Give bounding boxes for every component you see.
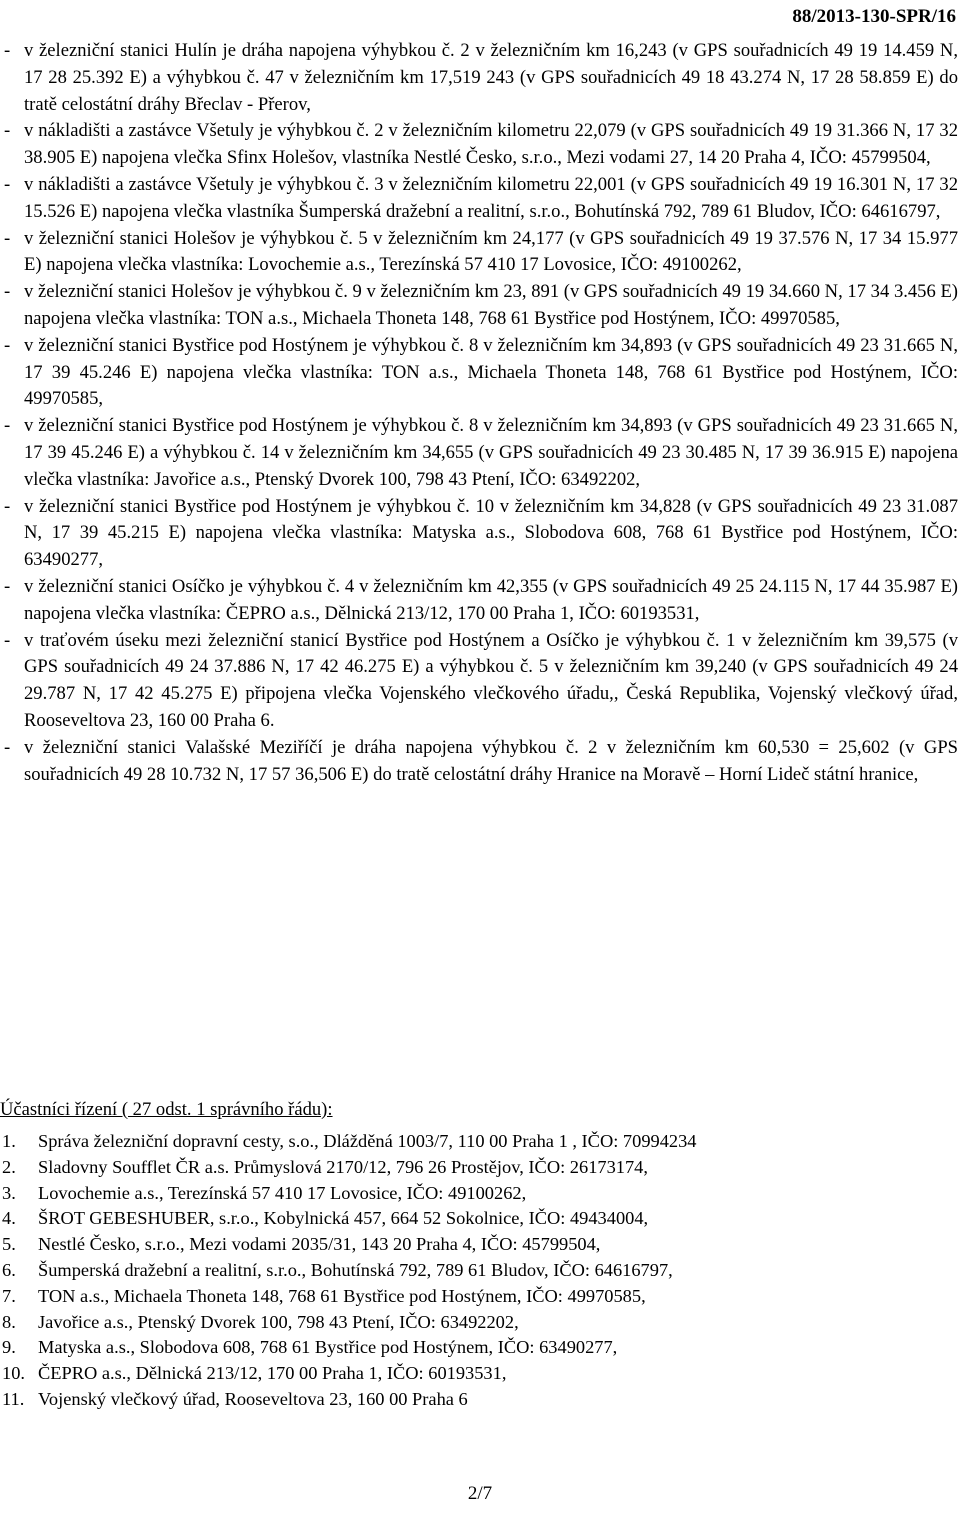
list-item-text: v železniční stanici Bystřice pod Hostýnem je výhybkou č. 10 v železničním km 34,828 (v GPS souřadnicích 49 23 31.087 N, 17 39 45.215 E) napojena vlečka vlastníka: Matyska a.s., Slobodova 608, 768 61 Bystřice pod Hostýnem, IČO: 63490277,	[24, 495, 958, 571]
list-item-text: v železniční stanici Holešov je výhybkou č. 5 v železničním km 24,177 (v GPS souřadnicích 49 19 37.576 N, 17 34 15.977 E) napojena vlečka vlastníka: Lovochemie a.s., Terezínská 57 410 17 Lovosice, IČO: 49100262,	[24, 227, 958, 276]
list-item-text: v železniční stanici Osíčko je výhybkou č. 4 v železničním km 42,355 (v GPS souřadnicích 49 25 24.115 N, 17 44 35.987 E) napojena vlečka vlastníka: ČEPRO a.s., Dělnická 213/12, 170 00 Praha 1, IČO: 60193531,	[24, 575, 958, 624]
participant-item	[0, 1335, 697, 1361]
list-dash: -	[4, 281, 11, 303]
participant-item	[0, 1155, 697, 1181]
list-dash: -	[4, 629, 11, 651]
participant-number: 11.	[2, 1388, 25, 1409]
page-number: 2/7	[467, 1483, 493, 1504]
list-item-text: v železniční stanici Valašské Meziříčí je dráha napojena výhybkou č. 2 v železničním km 60,530 = 25,602 (v GPS souřadnicích 49 28 10.732 N, 17 57 36,506 E) do tratě celostátní dráhy Hranice na Moravě – Horní Lideč státní hranice,	[24, 736, 958, 785]
participant-text: ŠROT GEBESHUBER, s.r.o., Kobylnická 457, 664 52 Sokolnice, IČO: 49434004,	[38, 1208, 649, 1229]
participant-number: 6.	[2, 1259, 16, 1280]
participant-item	[0, 1284, 697, 1310]
participant-text: Javořice a.s., Ptenský Dvorek 100, 798 43 Ptení, IČO: 63492202,	[38, 1311, 519, 1332]
participant-number: 8.	[2, 1311, 16, 1332]
participant-text: Vojenský vlečkový úřad, Rooseveltova 23, 160 00 Praha 6	[38, 1388, 468, 1409]
list-item-text: v nákladišti a zastávce Všetuly je výhybkou č. 2 v železničním kilometru 22,079 (v GPS souřadnicích 49 19 31.366 N, 17 32 38.905 E) napojena vlečka Sfinx Holešov, vlastníka Nestlé Česko, s.r.o., Mezi vodami 27, 14 20 Praha 4, IČO: 45799504,	[24, 120, 958, 169]
participant-text: Šumperská dražební a realitní, s.r.o., Bohutínská 792, 789 61 Bludov, IČO: 64616797,	[38, 1259, 673, 1280]
list-dash: -	[4, 736, 11, 758]
document-reference-number: 88/2013-130-SPR/16	[792, 6, 956, 27]
list-dash: -	[4, 120, 11, 142]
list-item-text: v nákladišti a zastávce Všetuly je výhybkou č. 3 v železničním kilometru 22,001 (v GPS souřadnicích 49 19 16.301 N, 17 32 15.526 E) napojena vlečka vlastníka Šumperská dražební a realitní, s.r.o., Bohutínská 792, 789 61 Bludov, IČO: 64616797,	[24, 173, 958, 222]
list-item	[0, 413, 958, 493]
list-item	[0, 333, 958, 413]
participant-text: Správa železniční dopravní cesty, s.o., Dlážděná 1003/7, 110 00 Praha 1 , IČO: 70994234	[38, 1131, 697, 1151]
participant-number: 5.	[2, 1234, 16, 1255]
list-dash: -	[4, 495, 11, 517]
participant-text: Lovochemie a.s., Terezínská 57 410 17 Lovosice, IČO: 49100262,	[38, 1182, 527, 1203]
list-item	[0, 494, 958, 574]
participants-list	[0, 1129, 697, 1413]
list-dash: -	[4, 334, 11, 356]
participant-item	[0, 1361, 697, 1387]
list-item-text: v železniční stanici Bystřice pod Hostýnem je výhybkou č. 8 v železničním km 34,893 (v GPS souřadnicích 49 23 31.665 N, 17 39 45.246 E) napojena vlečka vlastníka: TON a.s., Michaela Thoneta 148, 768 61 Bystřice pod Hostýnem, IČO: 49970585,	[24, 334, 958, 410]
participant-text: Matyska a.s., Slobodova 608, 768 61 Bystřice pod Hostýnem, IČO: 63490277,	[38, 1337, 618, 1358]
participant-item	[0, 1258, 697, 1284]
list-dash: -	[4, 227, 11, 249]
list-item	[0, 226, 958, 280]
participant-item	[0, 1181, 697, 1207]
list-item-text: v železniční stanici Holešov je výhybkou č. 9 v železničním km 23, 891 (v GPS souřadnicích 49 19 34.660 N, 17 34 3.456 E) napojena vlečka vlastníka: TON a.s., Michaela Thoneta 148, 768 61 Bystřice pod Hostýnem, IČO: 49970585,	[24, 281, 958, 329]
participant-number: 3.	[2, 1182, 16, 1203]
participant-item	[0, 1387, 697, 1413]
list-dash: -	[4, 415, 11, 437]
list-item	[0, 172, 958, 226]
participant-number: 9.	[2, 1337, 16, 1358]
siding-connections-list	[0, 38, 958, 788]
participant-number: 10.	[2, 1363, 25, 1384]
participant-number: 2.	[2, 1156, 16, 1177]
participant-item	[0, 1206, 697, 1232]
participant-text: TON a.s., Michaela Thoneta 148, 768 61 Bystřice pod Hostýnem, IČO: 49970585,	[38, 1285, 646, 1306]
list-item	[0, 38, 958, 118]
list-item	[0, 628, 958, 735]
participant-text: Nestlé Česko, s.r.o., Mezi vodami 2035/31, 143 20 Praha 4, IČO: 45799504,	[38, 1234, 601, 1255]
list-item-text: v železniční stanici Bystřice pod Hostýnem je výhybkou č. 8 v železničním km 34,893 (v GPS souřadnicích 49 23 31.665 N, 17 39 45.246 E) a výhybkou č. 14 v železničním km 34,655 (v GPS souřadnicích 49 23 30.485 N, 17 39 36.915 E) napojena vlečka vlastníka: Javořice a.s., Ptenský Dvorek 100, 798 43 Ptení, IČO: 63492202,	[24, 415, 958, 490]
list-item	[0, 279, 958, 333]
list-dash: -	[4, 575, 11, 597]
list-dash: -	[4, 173, 11, 195]
list-item	[0, 735, 958, 789]
participant-number: 7.	[2, 1285, 16, 1306]
participant-item	[0, 1310, 697, 1336]
participant-item	[0, 1129, 697, 1155]
list-item	[0, 118, 958, 172]
participant-item	[0, 1232, 697, 1258]
list-item-text: v železniční stanici Hulín je dráha napojena výhybkou č. 2 v železničním km 16,243 (v GPS souřadnicích 49 19 14.459 N, 17 28 25.392 E) a výhybkou č. 47 v železničním km 17,519 243 (v GPS souřadnicích 49 18 43.274 N, 17 28 58.859 E) do tratě celostátní dráhy Břeclav - Přerov,	[24, 40, 958, 115]
participant-text: ČEPRO a.s., Dělnická 213/12, 170 00 Praha 1, IČO: 60193531,	[38, 1363, 507, 1384]
participants-heading: Účastníci řízení ( 27 odst. 1 správního řádu):	[0, 1099, 333, 1120]
participant-number: 1.	[2, 1131, 16, 1151]
participant-text: Sladovny Soufflet ČR a.s. Průmyslová 2170/12, 796 26 Prostějov, IČO: 26173174,	[38, 1156, 648, 1177]
list-item-text: v traťovém úseku mezi železniční stanicí Bystřice pod Hostýnem a Osíčko je výhybkou č. 1 v železničním km 39,575 (v GPS souřadnicích 49 24 37.886 N, 17 42 46.275 E) a výhybkou č. 5 v železničním km 39,240 (v GPS souřadnicích 49 24 29.787 N, 17 42 45.275 E) připojena vlečka Vojenského vlečkového úřadu,, Česká Republika, Vojenský vlečkový úřad, Rooseveltova 23, 160 00 Praha 6.	[24, 629, 958, 731]
list-item	[0, 574, 958, 628]
list-dash: -	[4, 40, 11, 61]
participant-number: 4.	[2, 1208, 16, 1229]
